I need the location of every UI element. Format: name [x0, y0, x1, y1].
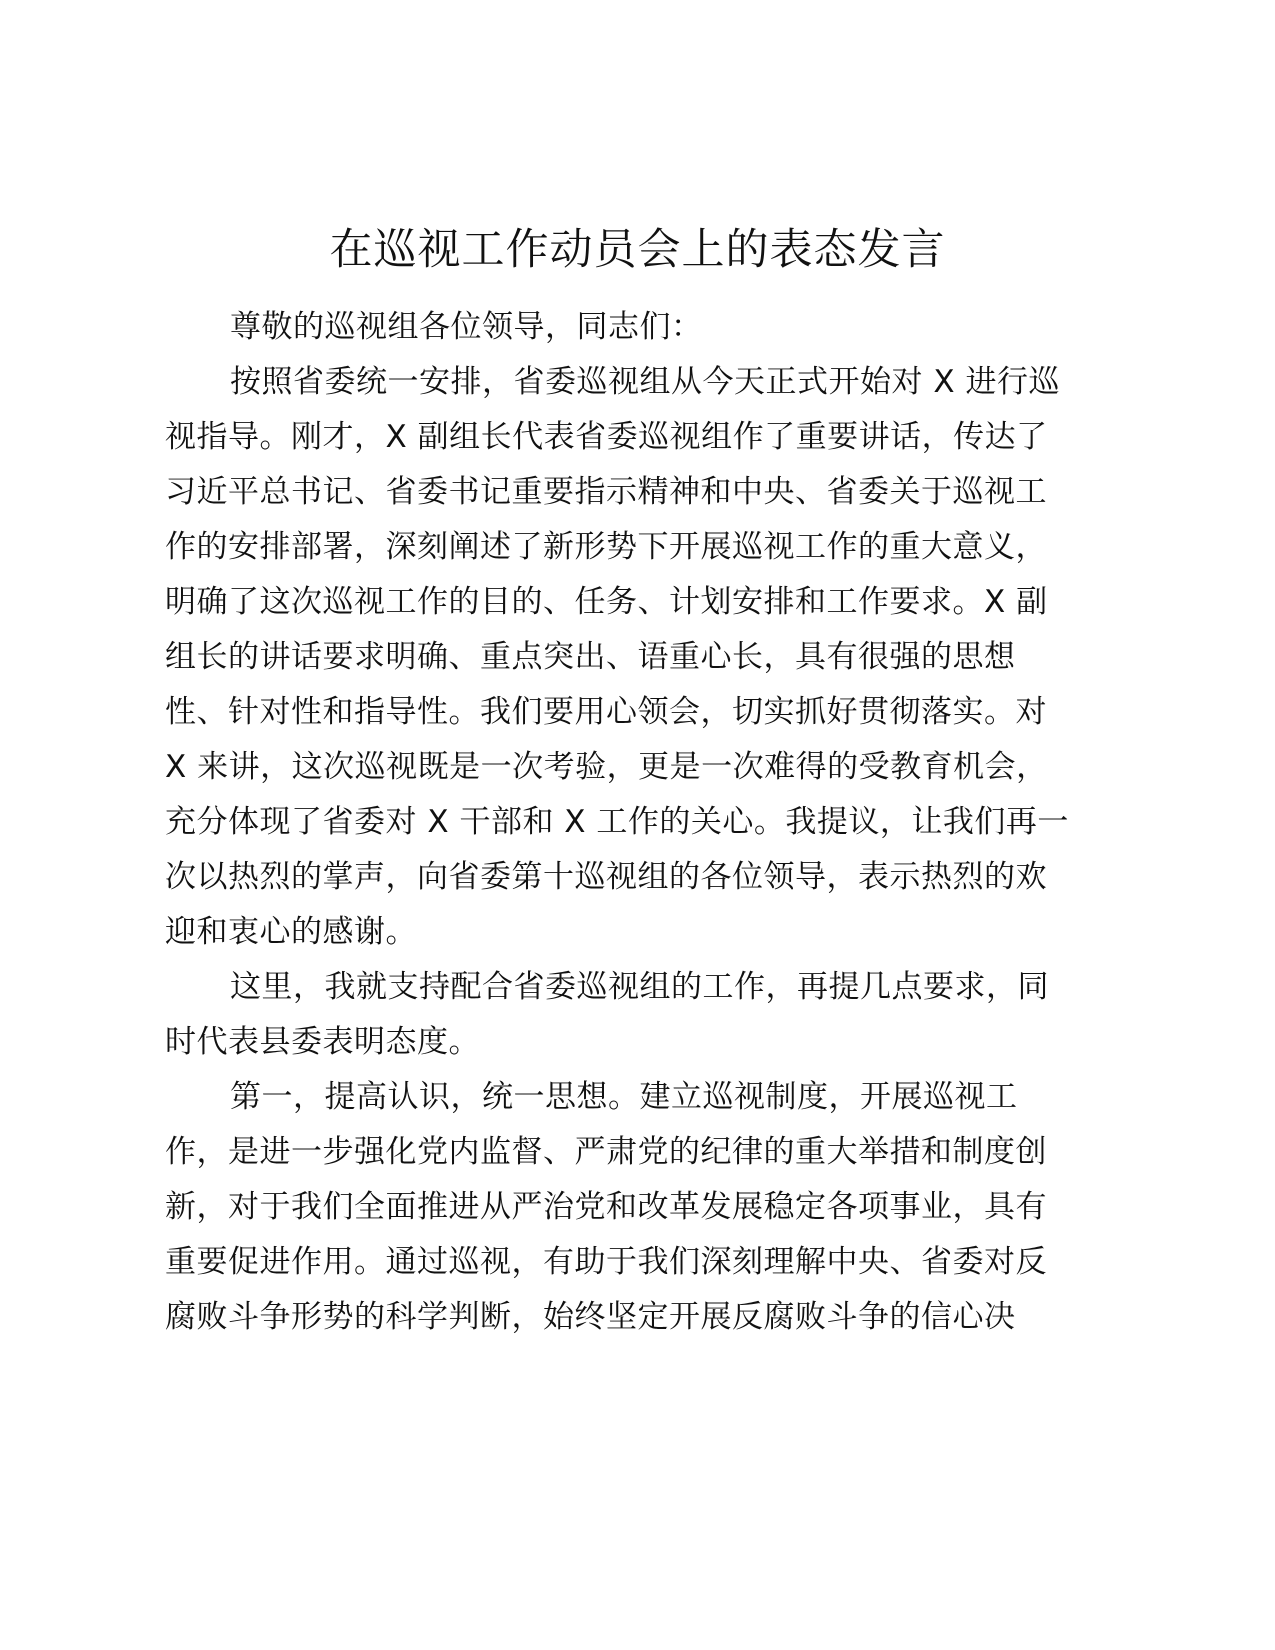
paragraph-1-line-1: 按照省委统一安排，省委巡视组从今天正式开始对 X 进行巡 — [230, 364, 1060, 400]
paragraph-3-line-5: 腐败斗争形势的科学判断，始终坚定开展反腐败斗争的信心决 — [165, 1299, 1016, 1335]
paragraph-1-line-2: 视指导。刚才，X 副组长代表省委巡视组作了重要讲话，传达了 — [165, 419, 1048, 455]
paragraph-1-line-4: 作的安排部署，深刻阐述了新形势下开展巡视工作的重大意义， — [165, 529, 1047, 565]
document-title: 在巡视工作动员会上的表态发言 — [329, 225, 946, 275]
paragraph-1-line-11: 迎和衷心的感谢。 — [165, 914, 417, 950]
paragraph-1-line-10: 次以热烈的掌声，向省委第十巡视组的各位领导，表示热烈的欢 — [165, 859, 1047, 895]
paragraph-1-line-9: 充分体现了省委对 X 干部和 X 工作的关心。我提议，让我们再一 — [165, 804, 1069, 840]
paragraph-3-line-3: 新，对于我们全面推进从严治党和改革发展稳定各项事业，具有 — [165, 1189, 1047, 1225]
paragraph-1-line-3: 习近平总书记、省委书记重要指示精神和中央、省委关于巡视工 — [165, 474, 1047, 510]
paragraph-3-line-4: 重要促进作用。通过巡视，有助于我们深刻理解中央、省委对反 — [165, 1244, 1047, 1280]
paragraph-3-line-2: 作，是进一步强化党内监督、严肃党的纪律的重大举措和制度创 — [165, 1134, 1047, 1170]
paragraph-3-line-1: 第一，提高认识，统一思想。建立巡视制度，开展巡视工 — [230, 1079, 1018, 1115]
salutation-line: 尊敬的巡视组各位领导，同志们： — [230, 309, 703, 345]
paragraph-2-line-2: 时代表县委表明态度。 — [165, 1024, 480, 1060]
paragraph-2-line-1: 这里，我就支持配合省委巡视组的工作，再提几点要求，同 — [230, 969, 1049, 1005]
paragraph-1-line-5: 明确了这次巡视工作的目的、任务、计划安排和工作要求。X 副 — [165, 584, 1048, 620]
paragraph-1-line-6: 组长的讲话要求明确、重点突出、语重心长，具有很强的思想 — [165, 639, 1016, 675]
paragraph-1-line-8: X 来讲，这次巡视既是一次考验，更是一次难得的受教育机会， — [165, 749, 1048, 785]
paragraph-1-line-7: 性、针对性和指导性。我们要用心领会，切实抓好贯彻落实。对 — [165, 694, 1047, 730]
